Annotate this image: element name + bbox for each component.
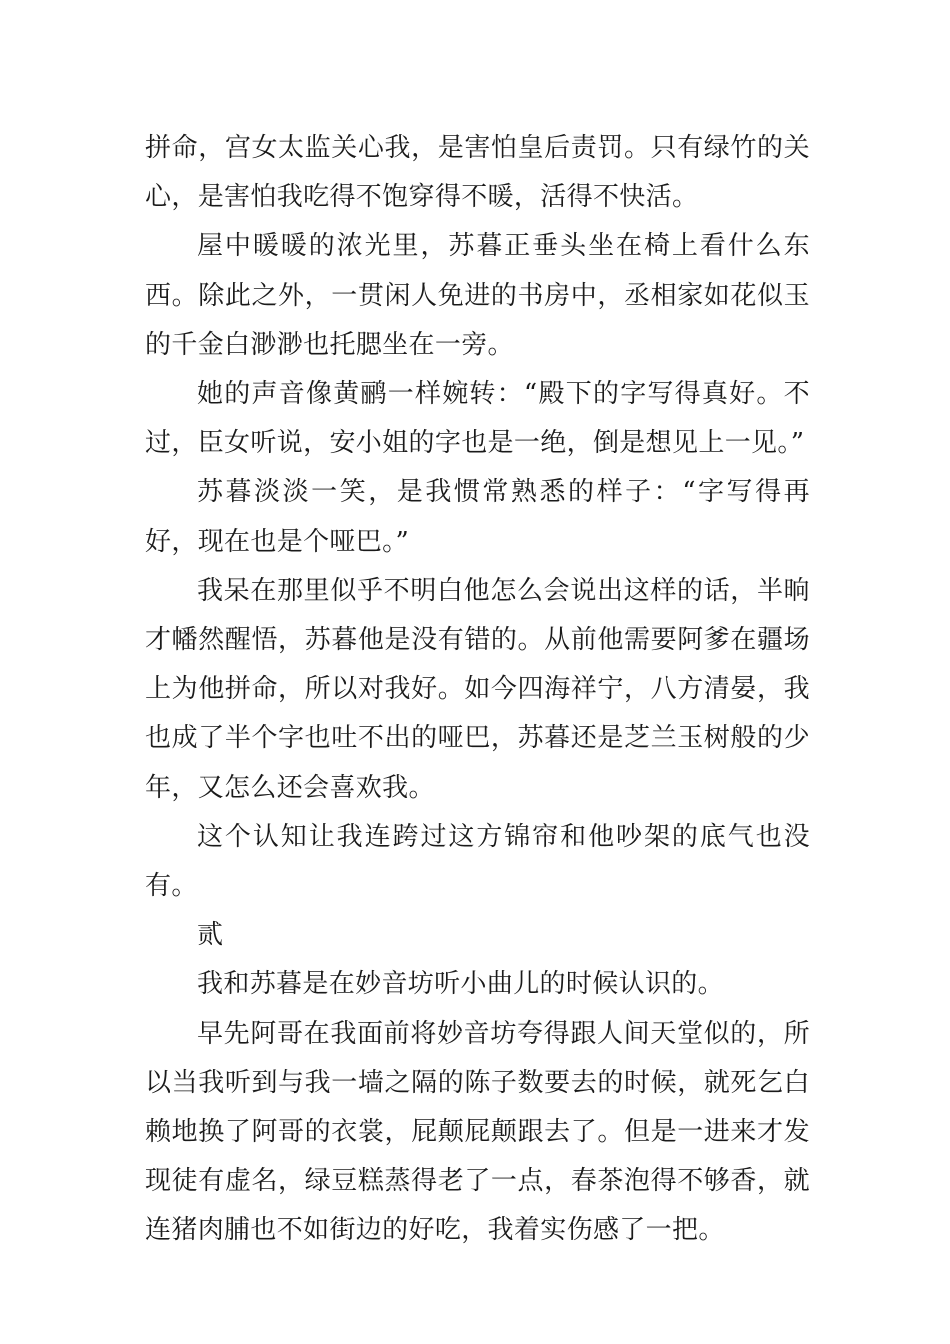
paragraph: 我呆在那里似乎不明白他怎么会说出这样的话，半晌才幡然醒悟，苏暮他是没有错的。从前他需要阿爹在疆场上为他拼命，所以对我好。如今四海祥宁，八方清晏，我也成了半个字也吐不出的哑巴，苏暮还是芝兰玉树般的少年，又怎么还会喜欢我。 (145, 575, 810, 803)
paragraph: 苏暮淡淡一笑，是我惯常熟悉的样子：“字写得再好，现在也是个哑巴。” (145, 477, 810, 557)
document-body (145, 124, 810, 1256)
paragraph: 我和苏暮是在妙音坊听小曲儿的时候认识的。 (197, 969, 725, 1000)
paragraph: 她的声音像黄鹂一样婉转：“殿下的字写得真好。不过，臣女听说，安小姐的字也是一绝，倒是想见上一见。” (145, 379, 810, 459)
paragraph: 屋中暖暖的浓光里，苏暮正垂头坐在椅上看什么东西。除此之外，一贯闲人免进的书房中，丞相家如花似玉的千金白渺渺也托腮坐在一旁。 (145, 231, 810, 360)
section-heading: 贰 (197, 920, 224, 951)
paragraph: 这个认知让我连跨过这方锦帘和他吵架的底气也没有。 (145, 821, 810, 902)
paragraph: 拼命，宫女太监关心我，是害怕皇后责罚。只有绿竹的关心，是害怕我吃得不饱穿得不暖，活得不快活。 (145, 133, 810, 213)
paragraph: 早先阿哥在我面前将妙音坊夸得跟人间天堂似的，所以当我听到与我一墙之隔的陈子数要去的时候，就死乞白赖地换了阿哥的衣裳，屁颠屁颠跟去了。但是一进来才发现徒有虚名，绿豆糕蒸得老了一点，春茶泡得不够香，就连猪肉脯也不如街边的好吃，我着实伤感了一把。 (145, 1018, 810, 1246)
